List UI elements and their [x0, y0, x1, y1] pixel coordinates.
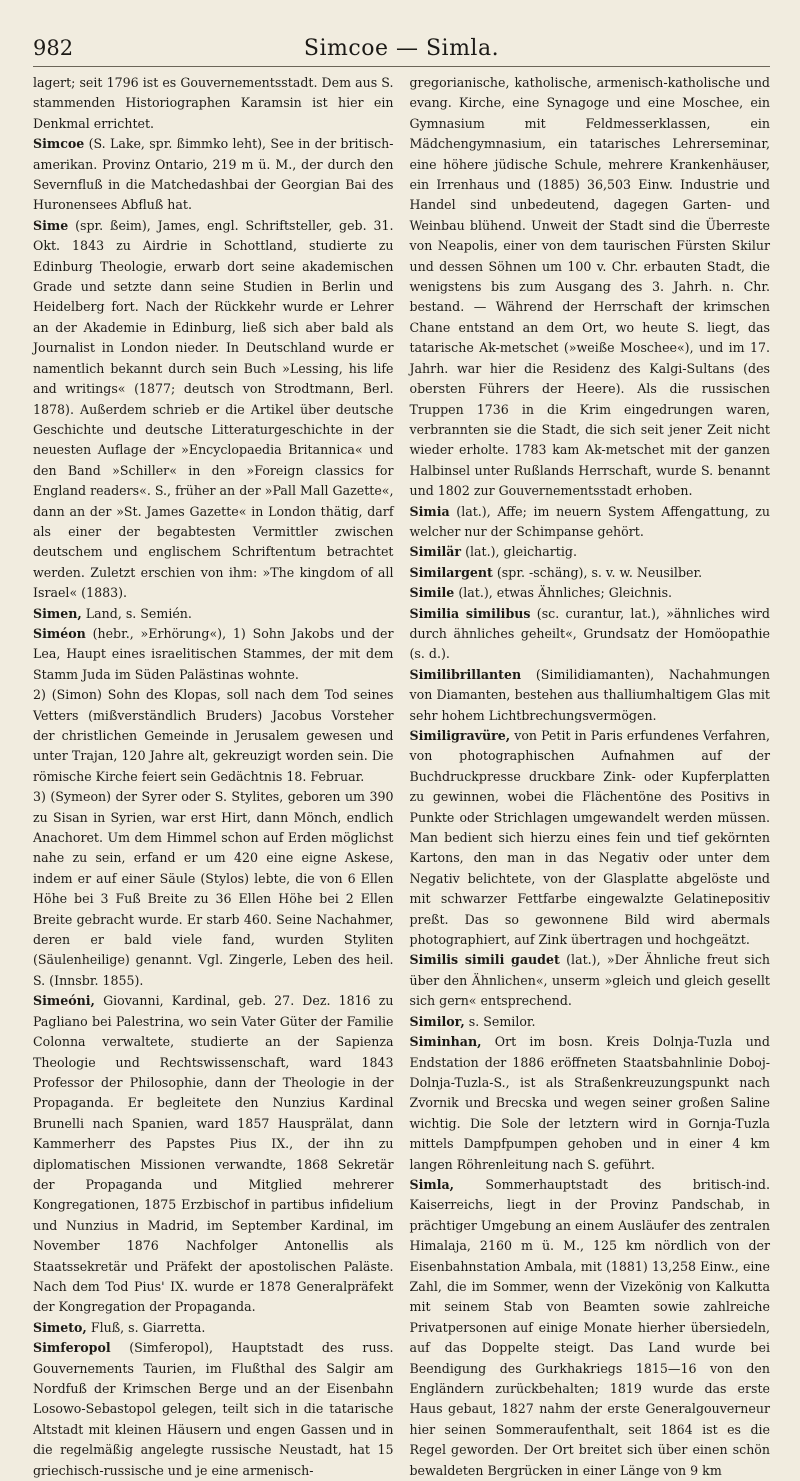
entry-text: (Similidiamanten), Nachahmungen von Diamanten, bestehen aus thalliumhaltigem Glas mit sehr hohem Lichtbrechungsvermögen.: [409, 666, 770, 723]
dictionary-entry: [33, 624, 394, 685]
entry-text: (lat.), Affe; im neuern System Affengattung, zu welcher nur der Schimpanse gehört.: [409, 503, 770, 539]
entry-headword: Simla,: [409, 1176, 455, 1192]
entry-text: (S. Lake, spr. ßimmko leht), See in der britisch-amerikan. Provinz Ontario, 219 m ü. M., der durch den Severnfluß in die Matchedashbai der Georgian Bai des Huronensees Abfluß hat.: [33, 136, 394, 213]
entry-text: (hebr., »Erhörung«), 1) Sohn Jakobs und der Lea, Haupt eines israelitischen Stammes, der mit dem Stamm Juda im Süden Palästinas wohnte.: [33, 625, 394, 682]
dictionary-entry: [410, 1175, 771, 1481]
entry-text: (lat.), etwas Ähnliches; Gleichnis.: [458, 585, 673, 601]
entry-headword: Similis simili gaudet: [409, 952, 560, 968]
dictionary-entry: [33, 685, 394, 787]
dictionary-entry: [410, 604, 771, 665]
entry-text: Land, s. Semién.: [85, 605, 192, 621]
entry-text: Giovanni, Kardinal, geb. 27. Dez. 1816 zu Pagliano bei Palestrina, wo sein Vater Güter der Familie Colonna verwaltete, studierte an der Sapienza Theologie und Rechtswissenschaft, ward 1843 Professor der Philosophie, dann der Theologie in der Propaganda. Er begleitete den Nunzius Kardinal Brunelli nach Spanien, ward 1857 Hausprälat, dann Kammerherr des Papstes Pius IX., der ihn zu diplomatischen Missionen verwandte, 1868 Sekretär der Propaganda und Mitglied mehrerer Kongregationen, 1875 Erzbischof in partibus infidelium und Nunzius in Madrid, im September Kardinal, im November 1876 Nachfolger Antonellis als Staatssekretär und Präfekt der apostolischen Paläste. Nach dem Tod Pius' IX. wurde er 1878 Generalpräfekt der Kongregation der Propaganda.: [33, 993, 394, 1315]
entry-headword: Siminhan,: [409, 1034, 482, 1050]
dictionary-entry: [410, 726, 771, 950]
entry-headword: Siméon: [33, 625, 86, 641]
entry-text: s. Semilor.: [468, 1013, 536, 1029]
entry-headword: Sime: [33, 217, 69, 233]
entry-headword: Similia similibus: [409, 605, 531, 621]
running-title: Simcoe — Simla.: [303, 36, 500, 61]
page-number: 982: [33, 36, 74, 60]
left-column: [33, 73, 394, 1481]
dictionary-entry: [33, 216, 394, 604]
dictionary-entry: [33, 1318, 394, 1338]
dictionary-entry: [410, 665, 771, 726]
entry-headword: Similargent: [409, 564, 493, 580]
dictionary-entry: [33, 134, 394, 216]
entry-text: (Simferopol), Hauptstadt des russ. Gouvernements Taurien, im Flußthal des Salgir am Nordfuß der Krimschen Berge und an der Eisenbahn Losowo-Sebastopol gelegen, teilt sich in die tatarische Altstadt mit kleinen Häusern und engen Gassen und in die regelmäßig angelegte russische Neustadt, hat 15 griechisch-russische und je eine armenisch-: [33, 1340, 394, 1478]
entry-headword: Simen,: [33, 605, 82, 621]
entry-text: lagert; seit 1796 ist es Gouvernementsstadt. Dem aus S. stammenden Historiographen Karamsin ist hier ein Denkmal errichtet.: [33, 75, 394, 131]
entry-text: gregorianische, katholische, armenisch-katholische und evang. Kirche, eine Synagoge und eine Moschee, ein Gymnasium mit Feldmesserklassen, ein Mädchengymnasium, ein tatarisches Lehrerseminar, eine höhere jüdische Schule, mehrere Krankenhäuser, ein Irrenhaus und (1885) 36,503 Einw. Industrie und Handel sind unbedeutend, dagegen Garten- und Weinbau blühend. Unweit der Stadt sind die Überreste von Neapolis, einer von dem taurischen Fürsten Skilur und dessen Söhnen um 100 v. Chr. erbauten Stadt, die wenigstens bis zum Ausgang des 3. Jahrh. n. Chr. bestand. — Während der Herrschaft der krimschen Chane entstand an dem Ort, wo heute S. liegt, das tatarische Ak-metschet (»weiße Moschee«), und im 17. Jahrh. war hier die Residenz des Kalgi-Sultans (des obersten Führers der Heere). Als die russischen Truppen 1736 in die Krim eingedrungen waren, verbrannten sie die Stadt, die sich seit jener Zeit nicht wieder erholte. 1783 kam Ak-metschet mit der ganzen Halbinsel unter Rußlands Herrschaft, wurde S. benannt und 1802 zur Gouvernementsstadt erhoben.: [409, 75, 770, 499]
entry-headword: Similor,: [409, 1013, 465, 1029]
entry-headword: Simcoe: [33, 136, 85, 152]
entry-text: Sommerhauptstadt des britisch-ind. Kaiserreichs, liegt in der Provinz Pandschab, in prächtiger Umgebung an einem Ausläufer des zentralen Himalaja, 2160 m ü. M., 125 km nördlich von der Eisenbahnstation Ambala, mit (1881) 13,258 Einw., eine Zahl, die im Sommer, wenn der Vizekönig von Kalkutta mit seinem Stab von Beamten sowie zahlreiche Privatpersonen auf einige Monate hierher übersiedeln, auf das Doppelte steigt. Das Land wurde bei Beendigung des Gurkhakriegs 1815—16 von den Engländern zurückbehalten; 1819 wurde das erste Haus gebaut, 1827 nahm der erste Generalgouverneur hier seinen Sommeraufenthalt, seit 1864 ist es die Regel geworden. Der Ort breitet sich über einen schön bewaldeten Bergrücken in einer Länge von 9 km: [409, 1176, 770, 1478]
dictionary-entry: [410, 1032, 771, 1175]
entry-text: (lat.), »Der Ähnliche freut sich über den Ähnlichen«, unserm »gleich und gleich gesellt sich gern« entsprechend.: [409, 952, 770, 1009]
entry-text: Fluß, s. Giarretta.: [90, 1319, 206, 1335]
dictionary-entry: [410, 542, 771, 562]
entry-text: 3) (Symeon) der Syrer oder S. Stylites, geboren um 390 zu Sisan in Syrien, war erst Hirt, dann Mönch, endlich Anachoret. Um dem Himmel schon auf Erden möglichst nahe zu sein, erfand er um 420 eine eigne Askese, indem er auf einer Säule (Stylos) lebte, die von 6 Ellen Höhe bei 3 Fuß Breite zu 36 Ellen Höhe bei 2 Ellen Breite gebracht wurde. Er starb 460. Seine Nachahmer, deren er bald viele fand, wurden Styliten (Säulenheilige) genannt. Vgl. Zingerle, Leben des heil. S. (Innsbr. 1855).: [33, 789, 394, 988]
entry-headword: Simeto,: [33, 1319, 87, 1335]
entry-text: Ort im bosn. Kreis Dolnja-Tuzla und Endstation der 1886 eröffneten Staatsbahnlinie Doboj-Dolnja-Tuzla-S., ist als Straßenkreuzungspunkt nach Zvornik und Brecska und wegen seiner großen Saline wichtig. Die Sole der letztern wird in Gornja-Tuzla mittels Dampfpumpen gehoben und in einer 4 km langen Röhrenleitung nach S. geführt.: [409, 1034, 770, 1172]
text-columns: [33, 73, 770, 1481]
right-column: [410, 73, 771, 1481]
entry-headword: Simferopol: [33, 1340, 111, 1356]
entry-headword: Simile: [409, 585, 455, 601]
dictionary-entry: [410, 73, 771, 502]
dictionary-entry: [33, 991, 394, 1318]
entry-text: (spr. -schäng), s. v. w. Neusilber.: [496, 564, 703, 580]
entry-text: von Petit in Paris erfundenes Verfahren, von photographischen Aufnahmen auf der Buchdruckpresse druckbare Zink- oder Kupferplatten zu gewinnen, wobei die Flächentöne des Positivs in Punkte oder Strichlagen umgewandelt werden müssen. Man bedient sich hierzu eines fein und tief gekörnten Kartons, den man in das Negativ oder unter dem Negativ belichtete, von der Glasplatte abgelöste und mit schwarzer Fettfarbe eingewalzte Gelatinepositiv preßt. Das so gewonnene Bild wird abermals photographiert, auf Zink übertragen und hochgeätzt.: [409, 728, 770, 948]
page-header: [33, 36, 770, 67]
dictionary-entry: [33, 787, 394, 991]
entry-headword: Similibrillanten: [409, 666, 522, 682]
entry-headword: Similigravüre,: [409, 728, 511, 743]
dictionary-entry: [410, 563, 771, 583]
entry-text: (lat.), gleichartig.: [465, 544, 577, 560]
entry-text: (spr. ßeim), James, engl. Schriftsteller, geb. 31. Okt. 1843 zu Airdrie in Schottland, studierte zu Edinburg Theologie, erwarb dort seine akademischen Grade und setzte dann seine Studien in Berlin und Heidelberg fort. Nach der Rückkehr wurde er Lehrer an der Akademie in Edinburg, ließ sich aber bald als Journalist in London nieder. In Deutschland wurde er namentlich bekannt durch sein Buch »Lessing, his life and writings« (1877; deutsch von Strodtmann, Berl. 1878). Außerdem schrieb er die Artikel über deutsche Geschichte und deutsche Litteraturgeschichte in der neuesten Auflage der »Encyclopaedia Britannica« und den Band »Schiller« in den »Foreign classics for England readers«. S., früher an der »Pall Mall Gazette«, dann an der »St. James Gazette« in London thätig, darf als einer der begabtesten Vermittler zwischen deutschem und englischem Schriftentum betrachtet werden. Zuletzt erschien von ihm: »The kingdom of all Israel« (1883).: [33, 217, 394, 601]
entry-headword: Simeóni,: [33, 993, 95, 1009]
dictionary-entry: [33, 73, 394, 134]
entry-headword: Similär: [409, 544, 462, 560]
entry-headword: Simia: [409, 503, 450, 519]
entry-text: (sc. curantur, lat.), »ähnliches wird durch ähnliches geheilt«, Grundsatz der Homöopathie (s. d.).: [409, 605, 770, 662]
dictionary-entry: [33, 604, 394, 624]
dictionary-entry: [410, 1012, 771, 1032]
dictionary-entry: [410, 950, 771, 1011]
entry-text: 2) (Simon) Sohn des Klopas, soll nach dem Tod seines Vetters (mißverständlich Bruders) Jacobus Vorsteher der christlichen Gemeinde in Jerusalem gewesen und unter Trajan, 120 Jahre alt, gekreuzigt worden sein. Die römische Kirche feiert sein Gedächtnis 18. Februar.: [33, 687, 394, 784]
dictionary-entry: [410, 502, 771, 543]
dictionary-entry: [33, 1338, 394, 1481]
dictionary-entry: [410, 583, 771, 603]
